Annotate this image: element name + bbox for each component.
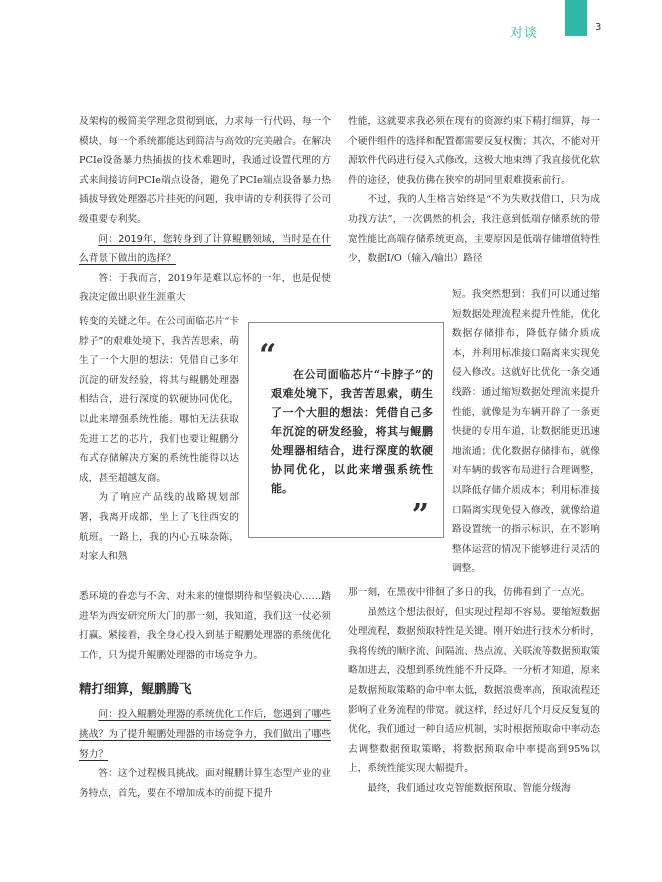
paragraph: 为了响应产品线的战略规划部署，我离开成都，坐上了飞往西安的航班。一路上，我的内心五味杂陈，对家人和熟: [79, 492, 239, 563]
paragraph: 不过，我的人生格言始终是“不为失败找借口，只为成功找方法”，一次偶然的机会，我注意到低端存储系统的带宽性能比高端存储系统更高，主要原因是低端存储增值特性少，数据I/O（输入/输出）路径: [348, 194, 600, 265]
left-column-top: [79, 112, 331, 308]
section-color-bar: [565, 0, 587, 36]
paragraph-continued: 悉环境的眷恋与不舍、对未来的憧憬期待和坚毅决心……踏进华为西安研究所大门的那一刻，我知道，我们这一仗必须打赢。紧接着，我全身心投入到基于鲲鹏处理器的系统优化工作，只为提升鲲鹏处理器的市场竞争力。: [79, 591, 331, 661]
right-column-top: [348, 112, 600, 269]
pull-quote: [248, 322, 444, 538]
open-quote-icon: “: [259, 338, 277, 373]
paragraph: 最终，我们通过攻克智能数据预取、智能分级海: [367, 782, 571, 794]
question: 问：2019年，您转身到了计算鲲鹏领域，当时是在什么背景下做出的选择？: [79, 233, 331, 265]
right-column-bottom: [348, 583, 600, 799]
page-number: 3: [595, 22, 602, 33]
answer-start: 答：于我而言，2019年是难以忘怀的一年，也是促使我决定做出职业生涯重大: [79, 272, 331, 304]
paragraph-continued: 性能，这就要求我必须在现有的资源约束下精打细算，每一个硬件组件的选择和配置都需要反复权衡；其次，不能对开源软件代码进行侵入式修改，这极大地束缚了我直接优化软件的途径，使我仿佛在狭窄的胡同里艰难摸索前行。: [348, 116, 600, 186]
pull-quote-text: 在公司面临芯片“卡脖子”的艰难处境下，我苦苦思索，萌生了一个大胆的想法：凭借自己多年沉淀的研发经验，将其与鲲鹏处理器相结合，进行深度的软硬协同优化，以此来增强系统性能。: [271, 368, 433, 495]
section-heading: 精打细算，鲲鹏腾飞: [79, 681, 192, 697]
section-label: 对谈: [510, 26, 539, 41]
left-column-narrow: [79, 312, 239, 567]
paragraph-continued: 那一刻，在黑夜中徘徊了多日的我，仿佛看到了一点光。: [348, 587, 591, 598]
close-quote-icon: ”: [411, 498, 429, 533]
left-column-bottom: [79, 587, 331, 803]
question: 问：投入鲲鹏处理器的系统优化工作后，您遇到了哪些挑战？为了提升鲲鹏处理器的市场竞争力，我们做出了哪些努力？: [79, 709, 331, 760]
paragraph: 虽然这个想法很好，但实现过程却不容易。要缩短数据处理流程，数据预取特性是关键。刚开始进行技术分析时，我将传统的顺序流、间隔流、热点流、关联流等数据预取策略加进去，没想到系统性能不升反降。一分析才知道，原来是数据预取策略的命中率太低，数据浪费率高，预取流程还影响了业务流程的带宽。就这样，经过好几个月反反复复的优化，我们通过一种自适应机制，实时根据预取命中率动态去调整数据预取策略，将数据预取命中率提高到95%以上，系统性能实现大幅提升。: [348, 606, 600, 775]
paragraph: 及架构的极简美学理念贯彻到底，力求每一行代码、每一个模块、每一个系统都能达到简洁与高效的完美融合。在解决PCIe设备暴力热插拔的技术难题时，我通过设置代理的方式来间接访问PCIe端点设备，避免了PCIe端点设备暴力热插拔导致处理器芯片挂死的问题，我申请的专利获得了公司级重要专利奖。: [79, 116, 331, 225]
paragraph-continued: 短。我突然想到：我们可以通过缩短数据处理流程来提升性能，优化数据存储排布，降低存储介质成本，并利用标准接口隔离来实现免侵入修改。这就好比优化一条交通线路：通过缩短数据处理流来提升性能，就像是为车辆开辟了一条更快捷的专用车道，让数据能更迅速地流通；优化数据存储排布，就像对车辆的载客布局进行合理调整，以降低存储介质成本；利用标准接口隔离实现免侵入修改，就像给道路设置统一的指示标识，在不影响整体运营的情况下能够进行灵活的调整。: [452, 289, 600, 575]
right-column-narrow: [452, 285, 600, 579]
answer-continued: 转变的关键之年。在公司面临芯片“卡脖子”的艰难处境下，我苦苦思索，萌生了一个大胆的想法：凭借自己多年沉淀的研发经验，将其与鲲鹏处理器相结合，进行深度的软硬协同优化，以此来增强系统性能。哪怕无法获取先进工艺的芯片，我们也要让鲲鹏分布式存储解决方案的系统性能得以达成，甚至超越友商。: [79, 316, 239, 484]
answer-start: 答：这个过程极具挑战。面对鲲鹏计算生态型产业的业务特点，首先，要在不增加成本的前提下提升: [79, 768, 331, 799]
